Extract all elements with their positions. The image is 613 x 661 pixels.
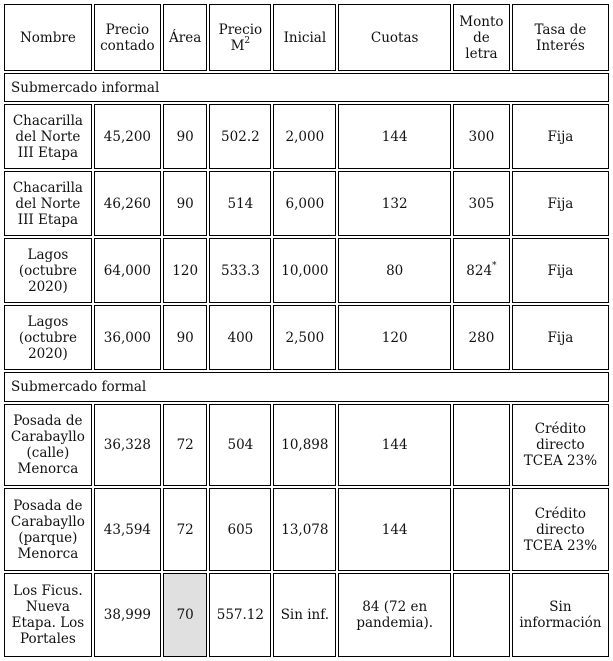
- cell-monto-letra: [453, 404, 510, 487]
- header-monto-letra: Monto de letra: [453, 4, 510, 71]
- cell-monto-letra: [453, 573, 510, 657]
- cell-tasa: Crédito directo TCEA 23%: [512, 404, 609, 487]
- cell-area: 120: [163, 238, 207, 303]
- cell-precio-contado: 38,999: [94, 573, 161, 657]
- cell-inicial: 2,500: [273, 305, 336, 370]
- cell-cuotas: 132: [338, 171, 451, 236]
- cell-inicial: Sin inf.: [273, 573, 336, 657]
- header-tasa-interes: Tasa de Interés: [512, 4, 609, 71]
- cell-tasa: Fija: [512, 104, 609, 169]
- header-precio-m-label: Precio M: [218, 21, 263, 54]
- cell-precio-m2: 557.12: [209, 573, 271, 657]
- table-row: [4, 573, 609, 657]
- cell-area: 90: [163, 171, 207, 236]
- cell-precio-m2: 514: [209, 171, 271, 236]
- cell-precio-m2: 504: [209, 404, 271, 487]
- table-row: [4, 305, 609, 370]
- header-inicial: Inicial: [273, 4, 336, 71]
- cell-tasa: Fija: [512, 238, 609, 303]
- cell-inicial: 2,000: [273, 104, 336, 169]
- cell-precio-contado: 36,000: [94, 305, 161, 370]
- table-row: [4, 404, 609, 487]
- cell-cuotas: 144: [338, 404, 451, 487]
- cell-monto-letra: [453, 238, 510, 303]
- cell-cuotas: 120: [338, 305, 451, 370]
- cell-inicial: 13,078: [273, 488, 336, 571]
- section-row: [4, 73, 609, 102]
- cell-cuotas: 80: [338, 238, 451, 303]
- cell-area: 90: [163, 305, 207, 370]
- cell-area: 72: [163, 404, 207, 487]
- cell-nombre: Posada de Carabayllo (calle) Menorca: [4, 404, 92, 487]
- section-row: [4, 372, 609, 401]
- cell-nombre: Posada de Carabayllo (parque) Menorca: [4, 488, 92, 571]
- cell-monto-letra: 280: [453, 305, 510, 370]
- header-row: [4, 4, 609, 71]
- header-nombre: Nombre: [4, 4, 92, 71]
- cell-precio-contado: 43,594: [94, 488, 161, 571]
- cell-inicial: 10,000: [273, 238, 336, 303]
- pricing-table: [2, 2, 611, 659]
- cell-inicial: 10,898: [273, 404, 336, 487]
- cell-precio-contado: 64,000: [94, 238, 161, 303]
- cell-tasa: Crédito directo TCEA 23%: [512, 488, 609, 571]
- header-cuotas: Cuotas: [338, 4, 451, 71]
- cell-nombre: Lagos (octubre 2020): [4, 238, 92, 303]
- cell-precio-contado: 36,328: [94, 404, 161, 487]
- section-formal: Submercado formal: [4, 372, 609, 401]
- monto-value: 824: [466, 262, 493, 279]
- cell-cuotas: 144: [338, 104, 451, 169]
- footnote-marker: *: [492, 261, 497, 272]
- cell-precio-m2: 533.3: [209, 238, 271, 303]
- cell-precio-contado: 45,200: [94, 104, 161, 169]
- cell-area-highlighted: 70: [163, 573, 207, 657]
- cell-monto-letra: 305: [453, 171, 510, 236]
- cell-area: 72: [163, 488, 207, 571]
- table-row: [4, 104, 609, 169]
- table-row: [4, 488, 609, 571]
- cell-precio-m2: 502.2: [209, 104, 271, 169]
- cell-precio-contado: 46,260: [94, 171, 161, 236]
- table-row: [4, 171, 609, 236]
- cell-precio-m2: 605: [209, 488, 271, 571]
- cell-cuotas: 144: [338, 488, 451, 571]
- header-precio-m2: [209, 4, 271, 71]
- cell-tasa: Fija: [512, 171, 609, 236]
- header-precio-m-superscript: 2: [244, 36, 251, 47]
- cell-inicial: 6,000: [273, 171, 336, 236]
- cell-precio-m2: 400: [209, 305, 271, 370]
- cell-tasa: Sin información: [512, 573, 609, 657]
- header-precio-contado: Precio contado: [94, 4, 161, 71]
- cell-nombre: Chacarilla del Norte III Etapa: [4, 171, 92, 236]
- cell-nombre: Chacarilla del Norte III Etapa: [4, 104, 92, 169]
- cell-nombre: Lagos (octubre 2020): [4, 305, 92, 370]
- header-area: Área: [163, 4, 207, 71]
- table-row: [4, 238, 609, 303]
- cell-cuotas: 84 (72 en pandemia).: [338, 573, 451, 657]
- section-informal: Submercado informal: [4, 73, 609, 102]
- cell-monto-letra: 300: [453, 104, 510, 169]
- cell-tasa: Fija: [512, 305, 609, 370]
- cell-area: 90: [163, 104, 207, 169]
- cell-monto-letra: [453, 488, 510, 571]
- cell-nombre: Los Ficus. Nueva Etapa. Los Portales: [4, 573, 92, 657]
